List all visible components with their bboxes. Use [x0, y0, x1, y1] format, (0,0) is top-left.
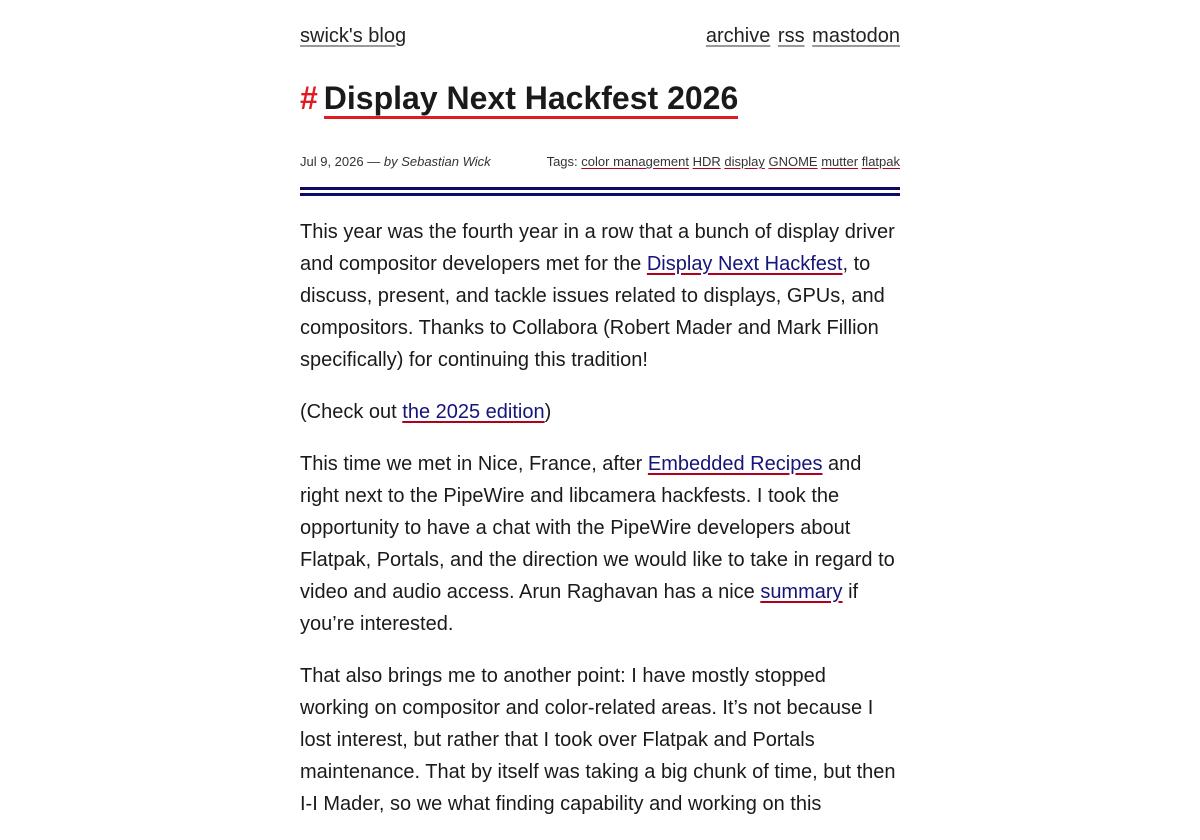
paragraph-text: if you’re interested. [300, 581, 859, 635]
top-nav [704, 22, 900, 50]
post-title-link[interactable]: Display Next Hackfest 2026 [324, 80, 738, 119]
tag-link-mutter[interactable]: mutter [821, 154, 859, 169]
previous-edition-link[interactable]: the 2025 edition [402, 401, 545, 423]
paragraph-intro [300, 216, 900, 376]
paragraph-text: and right next to the PipeWire and libcamera hackfests. I took the opportunity to have a chat with the PipeWire developers about Flatpak, Portals, and the direction we would like to take in regard to video and audio access. Arun Raghavan has a nice [300, 453, 895, 603]
post-byline [300, 153, 491, 171]
tag-link-hdr[interactable]: HDR [692, 154, 721, 169]
tag-link-color-management[interactable]: color management [581, 154, 689, 169]
post-date: Jul 9, 2026 [300, 154, 364, 169]
paragraph-flatpak: That also brings me to another point: I have mostly stopped working on compositor and color-related areas. It’s not because I lost interest, but rather that I took over Flatpak and Portals maintenance. That by itself was taking a big chunk of time, but then I-I Mader, so we what finding capability and working on this [300, 665, 896, 815]
tag-link-display[interactable]: display [724, 154, 765, 169]
embedded-recipes-link[interactable]: Embedded Recipes [647, 453, 823, 475]
post-author: by Sebastian Wick [383, 154, 491, 169]
paragraph-previous-edition [300, 396, 900, 428]
post-body [300, 216, 900, 840]
site-header [300, 22, 900, 52]
paragraph-nice [300, 448, 900, 640]
header-divider [300, 187, 900, 196]
tags-label: Tags: [546, 154, 578, 169]
nav-archive-link[interactable]: archive [705, 25, 771, 47]
display-next-hackfest-link[interactable]: Display Next Hackfest [646, 253, 843, 275]
paragraph-text: ) [544, 401, 552, 423]
permalink-hash[interactable]: # [300, 80, 318, 116]
post-title [300, 78, 738, 118]
tag-link-gnome[interactable]: GNOME [768, 154, 818, 169]
paragraph-text: (Check out [300, 401, 403, 423]
post-tags [547, 153, 900, 171]
blog-home-link[interactable]: swick's blog [300, 25, 407, 47]
byline-separator: — [367, 154, 381, 169]
summary-link[interactable]: summary [760, 581, 843, 603]
paragraph-text: , to discuss, present, and tackle issues related to displays, GPUs, and compositors. Thanks to Collabora (Robert Mader and Mark Fillion specifically) for continuing this tradition! [300, 253, 885, 371]
paragraph-text: This time we met in Nice, France, after [300, 453, 648, 475]
tag-link-flatpak[interactable]: flatpak [861, 154, 900, 169]
paragraph-text: This year was the fourth year in a row that a bunch of display driver and compositor developers met for the [300, 221, 895, 275]
nav-rss-link[interactable]: rss [777, 25, 805, 47]
nav-mastodon-link[interactable]: mastodon [812, 25, 900, 47]
